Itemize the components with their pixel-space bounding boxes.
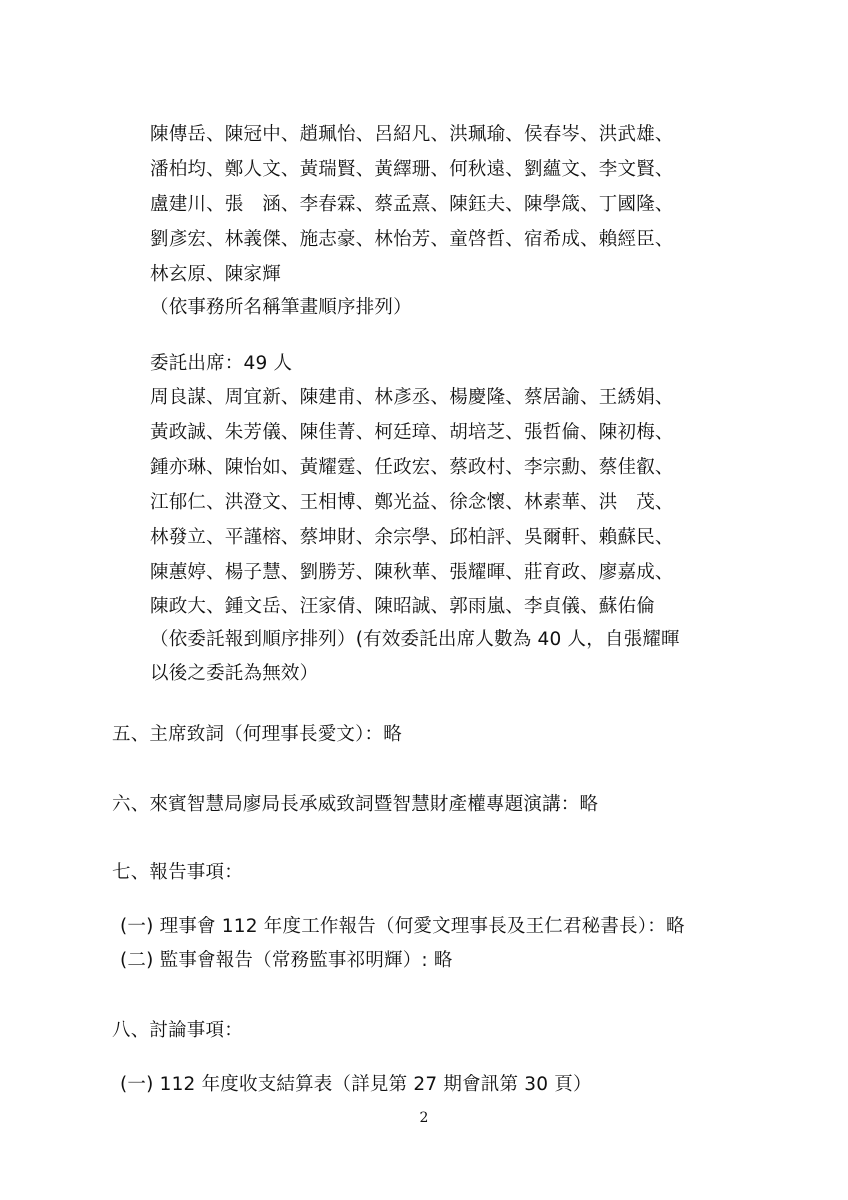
attendee-names-line: 劉彥宏、林義傑、施志豪、林怡芳、童啓哲、宿希成、賴經臣、: [150, 229, 674, 250]
proxy-order-note: （依委託報到順序排列）(有效委託出席人數為 40 人，自張耀暉: [150, 629, 680, 650]
proxy-names-line: 黃政誠、朱芳儀、陳佳菁、柯廷璋、胡培芝、張哲倫、陳初梅、: [150, 422, 674, 443]
proxy-names-line: 陳蕙婷、楊子慧、劉勝芳、陳秋華、張耀暉、莊育政、廖嘉成、: [150, 562, 674, 583]
attendee-names-line: 陳傳岳、陳冠中、趙珮怡、呂紹凡、洪珮瑜、侯春岑、洪武雄、: [150, 124, 674, 145]
proxy-names-line: 鍾亦琳、陳怡如、黃耀霆、任政宏、蔡政村、李宗勳、蔡佳叡、: [150, 457, 674, 478]
proxy-names-line: 陳政大、鍾文岳、汪家倩、陳昭誠、郭雨嵐、李貞儀、蘇佑倫: [150, 596, 655, 617]
section-five-chair-speech: 五、主席致詞（何理事長愛文）：略: [112, 724, 402, 745]
report-item-board: (一) 理事會 112 年度工作報告（何愛文理事長及王仁君秘書長）：略: [120, 916, 685, 937]
discussion-item-budget: (一) 112 年度收支結算表（詳見第 27 期會訊第 30 頁）: [120, 1074, 592, 1095]
attendee-names-line: 潘柏均、鄭人文、黃瑞賢、黃繹珊、何秋遠、劉蘊文、李文賢、: [150, 159, 674, 180]
proxy-names-line: 周良謀、周宜新、陳建甫、林彥丞、楊慶隆、蔡居諭、王綉娟、: [150, 387, 674, 408]
attendee-order-note: （依事務所名稱筆畫順序排列）: [150, 297, 412, 318]
proxy-names-line: 江郁仁、洪澄文、王相博、鄭光益、徐念懷、林素華、洪 茂、: [150, 492, 674, 513]
section-seven-heading: 七、報告事項：: [112, 862, 243, 883]
section-eight-heading: 八、討論事項：: [112, 1020, 243, 1041]
proxy-names-line: 林發立、平謹榕、蔡坤財、余宗學、邱柏評、吳爾軒、賴蘇民、: [150, 527, 674, 548]
report-item-supervisors: (二) 監事會報告（常務監事祁明輝）: 略: [120, 950, 453, 971]
page-number: 2: [419, 1110, 429, 1126]
section-six-guest-speech: 六、來賓智慧局廖局長承威致詞暨智慧財產權專題演講：略: [112, 794, 599, 815]
attendee-names-line: 盧建川、張 涵、李春霖、蔡孟熹、陳鈺夫、陳學箴、丁國隆、: [150, 194, 674, 215]
proxy-attendance-heading: 委託出席：49 人: [150, 353, 293, 374]
attendee-names-line: 林玄原、陳家輝: [150, 264, 281, 285]
proxy-order-note-continued: 以後之委託為無效）: [150, 663, 319, 684]
